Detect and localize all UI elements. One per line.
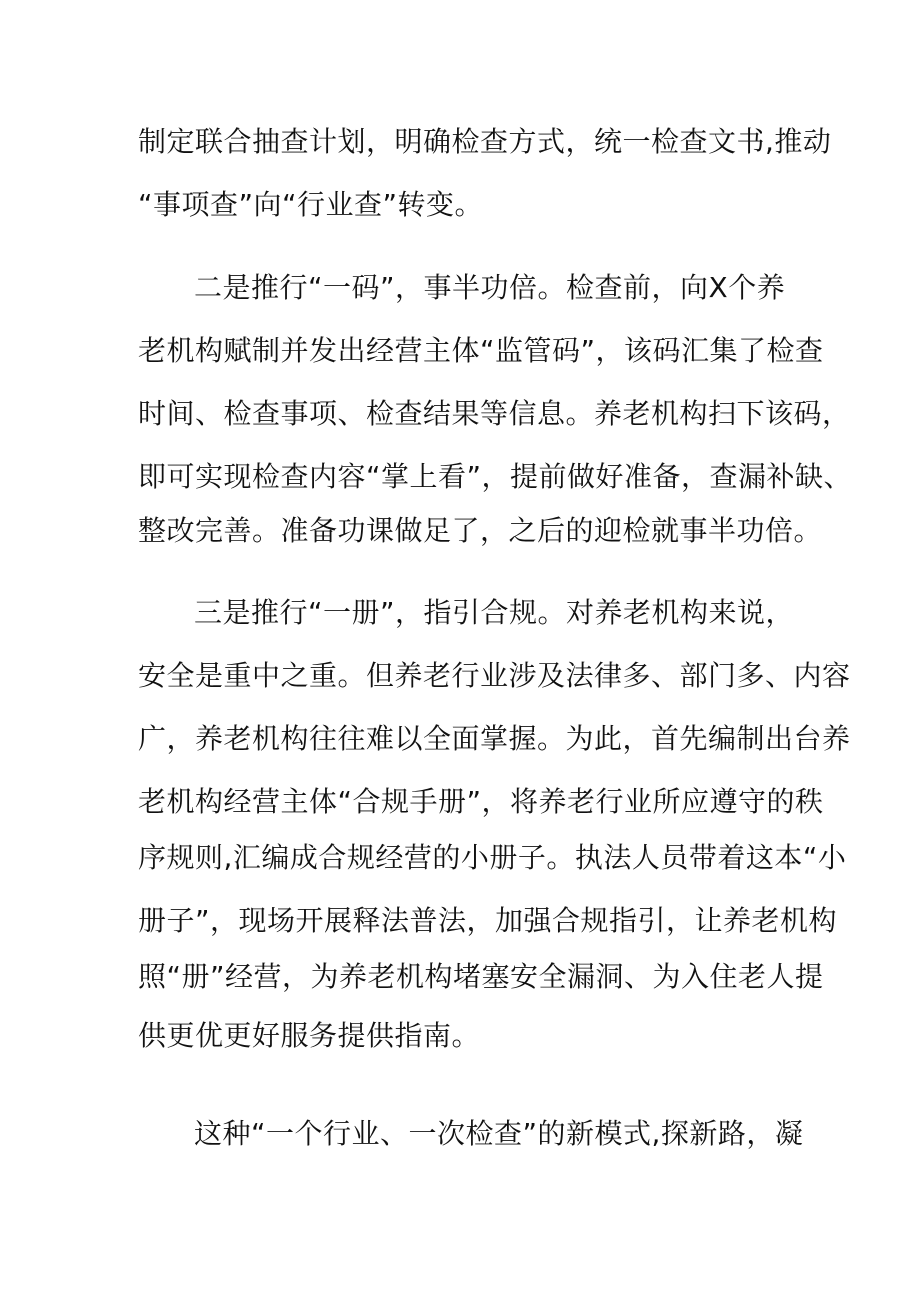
text-line: 即可实现检查内容“掌上看”，提前做好准备，查漏补缺、	[138, 460, 853, 493]
text-line: 二是推行“一码”，事半功倍。检查前，向X个养	[194, 271, 786, 304]
text-line: 老机构赋制并发出经营主体“监管码”，该码汇集了检查	[138, 334, 824, 367]
text-line: 册子”，现场开展释法普法，加强合规指引，让养老机构	[138, 904, 838, 937]
text-line: 时间、检查事项、检查结果等信息。养老机构扫下该码，	[138, 397, 851, 430]
text-line: 三是推行“一册”，指引合规。对养老机构来说，	[194, 596, 795, 629]
text-line: 序规则,汇编成合规经营的小册子。执法人员带着这本“小	[138, 841, 847, 874]
text-line: 照“册”经营，为养老机构堵塞安全漏洞、为入住老人提	[138, 960, 824, 993]
text-line: 供更优更好服务提供指南。	[138, 1019, 481, 1052]
text-line: 老机构经营主体“合规手册”，将养老行业所应遵守的秩	[138, 785, 824, 818]
text-line: “事项查”向“行业查”转变。	[138, 188, 484, 221]
text-line: 制定联合抽查计划，明确检查方式，统一检查文书,推动	[138, 125, 832, 158]
text-line: 广，养老机构往往难以全面掌握。为此，首先编制出台养	[138, 722, 851, 755]
text-line: 这种“一个行业、一次检查”的新模式,探新路，凝	[194, 1117, 804, 1150]
text-line: 整改完善。准备功课做足了，之后的迎检就事半功倍。	[138, 514, 823, 547]
text-line: 安全是重中之重。但养老行业涉及法律多、部门多、内容	[138, 659, 851, 692]
